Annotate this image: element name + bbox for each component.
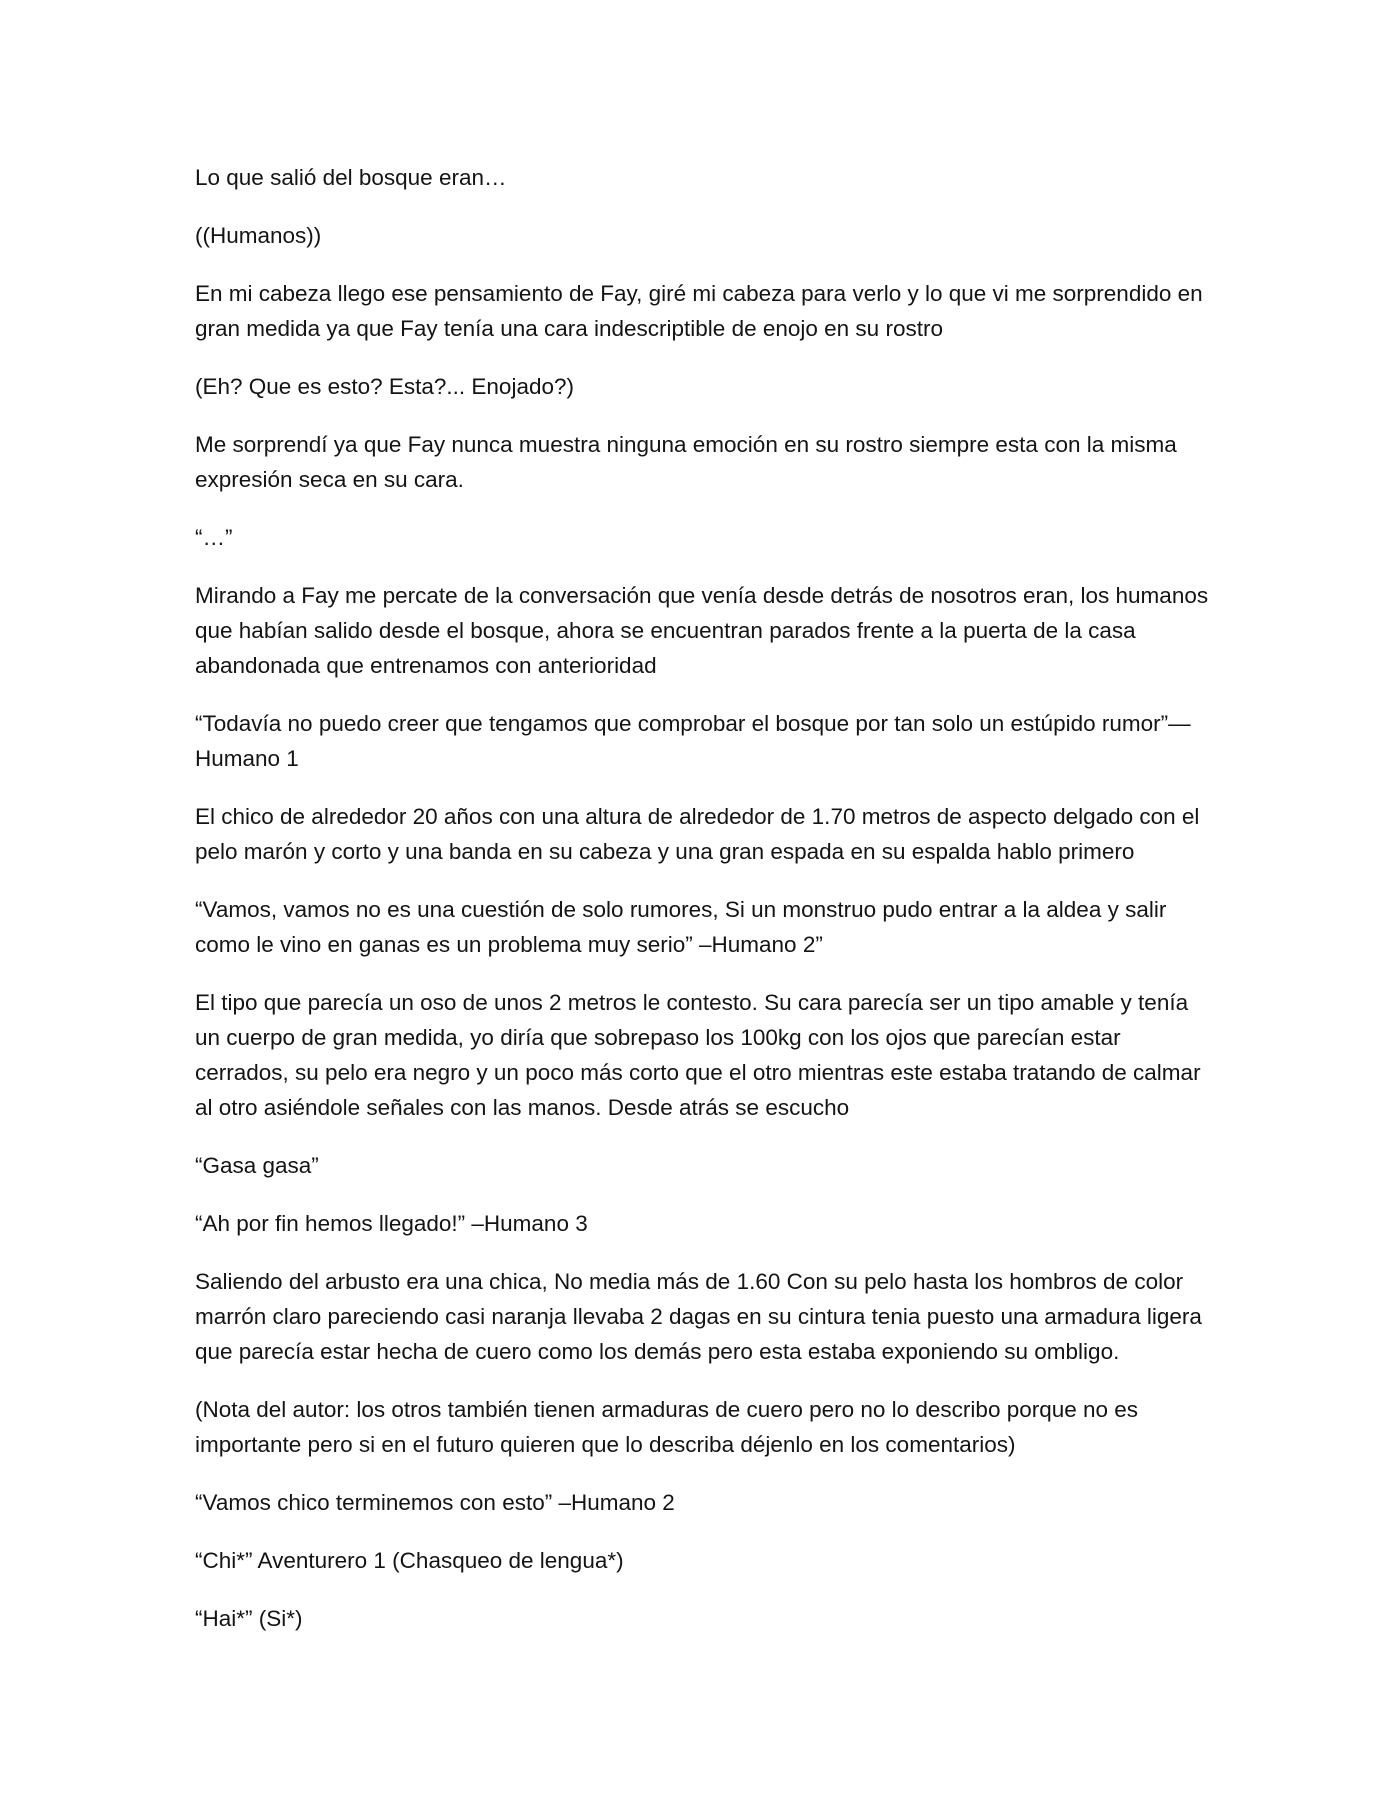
- paragraph: ((Humanos)): [195, 223, 322, 248]
- paragraph: En mi cabeza llego ese pensamiento de Fay, giré mi cabeza para verlo y lo que vi me sorprendido en gran medida ya que Fay tenía una cara indescriptible de enojo en su rostro: [195, 281, 1203, 341]
- paragraph: “Gasa gasa”: [195, 1153, 319, 1178]
- paragraph: “Ah por fin hemos llegado!” –Humano 3: [195, 1211, 588, 1236]
- paragraph: Saliendo del arbusto era una chica, No media más de 1.60 Con su pelo hasta los hombros de color marrón claro pareciendo casi naranja llevaba 2 dagas en su cintura tenia puesto una armadura ligera que parecía estar hecha de cuero como los demás pero esta estaba exponiendo su ombligo.: [195, 1269, 1202, 1364]
- paragraph: “…”: [195, 525, 233, 550]
- paragraph: (Eh? Que es esto? Esta?... Enojado?): [195, 374, 574, 399]
- paragraph: “Todavía no puedo creer que tengamos que comprobar el bosque por tan solo un estúpido rumor”—Humano 1: [195, 711, 1191, 771]
- paragraph: Lo que salió del bosque eran…: [195, 165, 507, 190]
- paragraph: Mirando a Fay me percate de la conversación que venía desde detrás de nosotros eran, los humanos que habían salido desde el bosque, ahora se encuentran parados frente a la puerta de la casa abandonada que entrenamos con anterioridad: [195, 583, 1209, 678]
- paragraph: “Vamos chico terminemos con esto” –Humano 2: [195, 1490, 675, 1515]
- document-body: [195, 160, 1215, 1659]
- paragraph: El tipo que parecía un oso de unos 2 metros le contesto. Su cara parecía ser un tipo amable y tenía un cuerpo de gran medida, yo diría que sobrepaso los 100kg con los ojos que parecían estar cerrados, su pelo era negro y un poco más corto que el otro mientras este estaba tratando de calmar al otro asiéndole señales con las manos. Desde atrás se escucho: [195, 990, 1201, 1120]
- paragraph: “Chi*” Aventurero 1 (Chasqueo de lengua*): [195, 1548, 624, 1573]
- paragraph: Me sorprendí ya que Fay nunca muestra ninguna emoción en su rostro siempre esta con la misma expresión seca en su cara.: [195, 432, 1177, 492]
- paragraph: El chico de alrededor 20 años con una altura de alrededor de 1.70 metros de aspecto delgado con el pelo marón y corto y una banda en su cabeza y una gran espada en su espalda hablo primero: [195, 804, 1200, 864]
- paragraph: (Nota del autor: los otros también tienen armaduras de cuero pero no lo describo porque no es importante pero si en el futuro quieren que lo describa déjenlo en los comentarios): [195, 1397, 1139, 1457]
- paragraph: “Vamos, vamos no es una cuestión de solo rumores, Si un monstruo pudo entrar a la aldea y salir como le vino en ganas es un problema muy serio” –Humano 2”: [195, 897, 1167, 957]
- paragraph: “Hai*” (Si*): [195, 1606, 303, 1631]
